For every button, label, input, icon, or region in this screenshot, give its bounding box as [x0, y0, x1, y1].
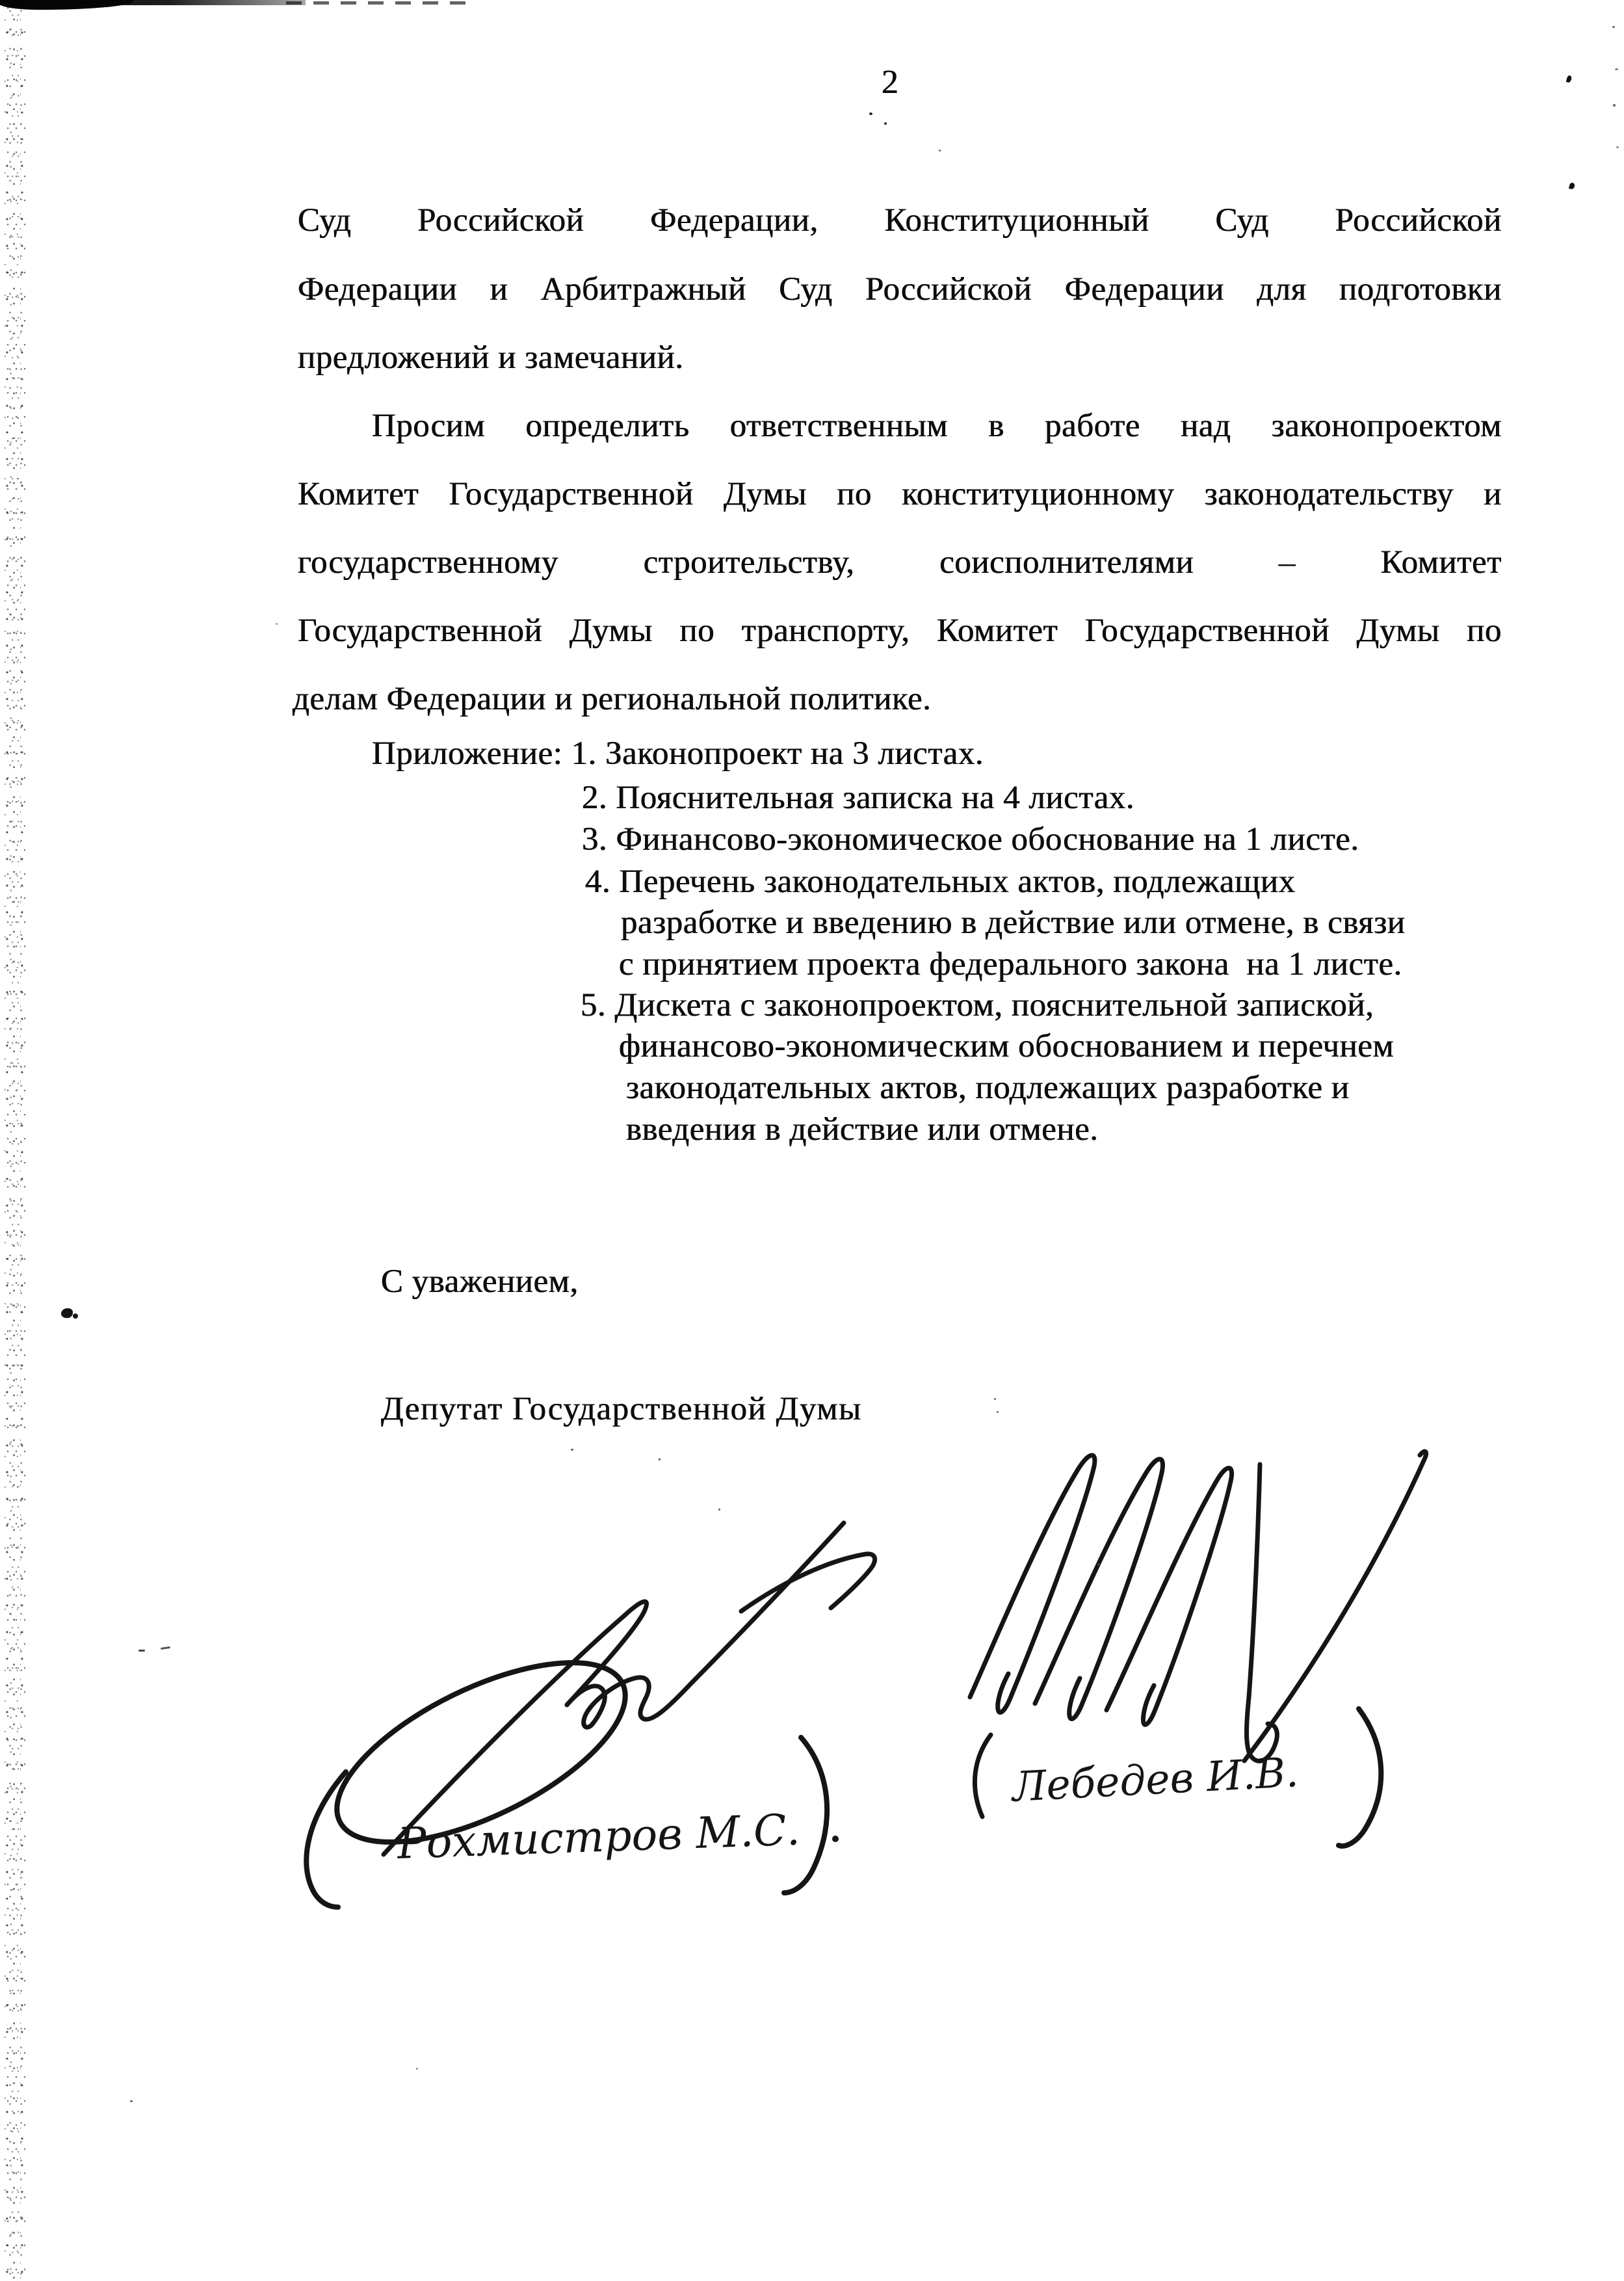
scan-speck: [1616, 146, 1619, 148]
attachment-line: 3. Финансово-экономическое обоснование на 1 листе.: [582, 821, 1359, 858]
scan-speck: [718, 1509, 720, 1510]
scan-speck: [939, 150, 941, 152]
scan-speck: [416, 2068, 418, 2070]
body-line: Суд Российской Федерации, Конституционный Суд Российской: [298, 202, 1502, 239]
scan-speck: [1097, 1563, 1099, 1566]
body-line: Комитет Государственной Думы по конституционному законодательству и: [298, 476, 1502, 512]
scan-speck: [571, 1449, 573, 1451]
attachment-line: законодательных актов, подлежащих разработке и: [626, 1070, 1350, 1106]
attachment-line: 2. Пояснительная записка на 4 листах.: [582, 780, 1135, 816]
body-line: предложений и замечаний.: [298, 339, 684, 376]
scan-speck: [1613, 104, 1616, 107]
scan-speck: [1566, 75, 1572, 83]
scan-speck: [1615, 68, 1618, 70]
scan-speck: [659, 1458, 661, 1460]
scan-speck: [73, 1313, 78, 1319]
signature-rokhmistrov: [286, 1457, 923, 1912]
attachment-line: введения в действие или отмене.: [626, 1111, 1099, 1148]
attachment-line: 5. Дискета с законопроектом, пояснительной запиской,: [581, 987, 1374, 1023]
body-line: Государственной Думы по транспорту, Комитет Государственной Думы по: [298, 613, 1502, 649]
scan-speck: [884, 122, 887, 125]
scan-top-edge-band: [286, 1, 468, 5]
scan-left-edge-noise: [10, 0, 21, 2281]
body-line: делам Федерации и региональной политике.: [293, 681, 932, 717]
attachment-line: разработке и введению в действие или отмене, в связи: [621, 904, 1406, 941]
body-line: Федерации и Арбитражный Суд Российской Федерации для подготовки: [298, 271, 1502, 308]
attachment-line: Приложение: 1. Законопроект на 3 листах.: [372, 735, 984, 772]
signature-lebedev: [950, 1424, 1445, 1853]
scan-speck: [1612, 26, 1615, 28]
signature-caption: Рохмистров М.С.: [396, 1804, 801, 1869]
signatory-title: Депутат Государственной Думы: [381, 1391, 862, 1427]
attachment-line: финансово-экономическим обоснованием и перечнем: [619, 1028, 1395, 1064]
salutation: С уважением,: [381, 1263, 579, 1300]
scan-speck: [997, 1411, 999, 1413]
scan-speck: [869, 112, 872, 115]
scan-speck: [130, 2100, 133, 2102]
signature-caption: Лебедев И.В.: [1010, 1748, 1300, 1811]
body-line: Просим определить ответственным в работе над законопроектом: [372, 408, 1502, 444]
scan-speck: [276, 623, 278, 625]
scan-top-edge-band: [0, 0, 306, 5]
page-number: 2: [882, 64, 899, 101]
body-line: государственному строительству, соисполнителями – Комитет: [298, 544, 1502, 581]
attachment-line: 4. Перечень законодательных актов, подлежащих: [585, 864, 1296, 900]
scan-speck: [138, 1650, 145, 1652]
scan-speck: [994, 1398, 996, 1400]
scan-speck: [161, 1646, 170, 1650]
scan-speck: [61, 1308, 73, 1318]
attachment-line: с принятием проекта федерального закона на 1 листе.: [619, 946, 1402, 982]
scan-speck: [1569, 182, 1575, 190]
